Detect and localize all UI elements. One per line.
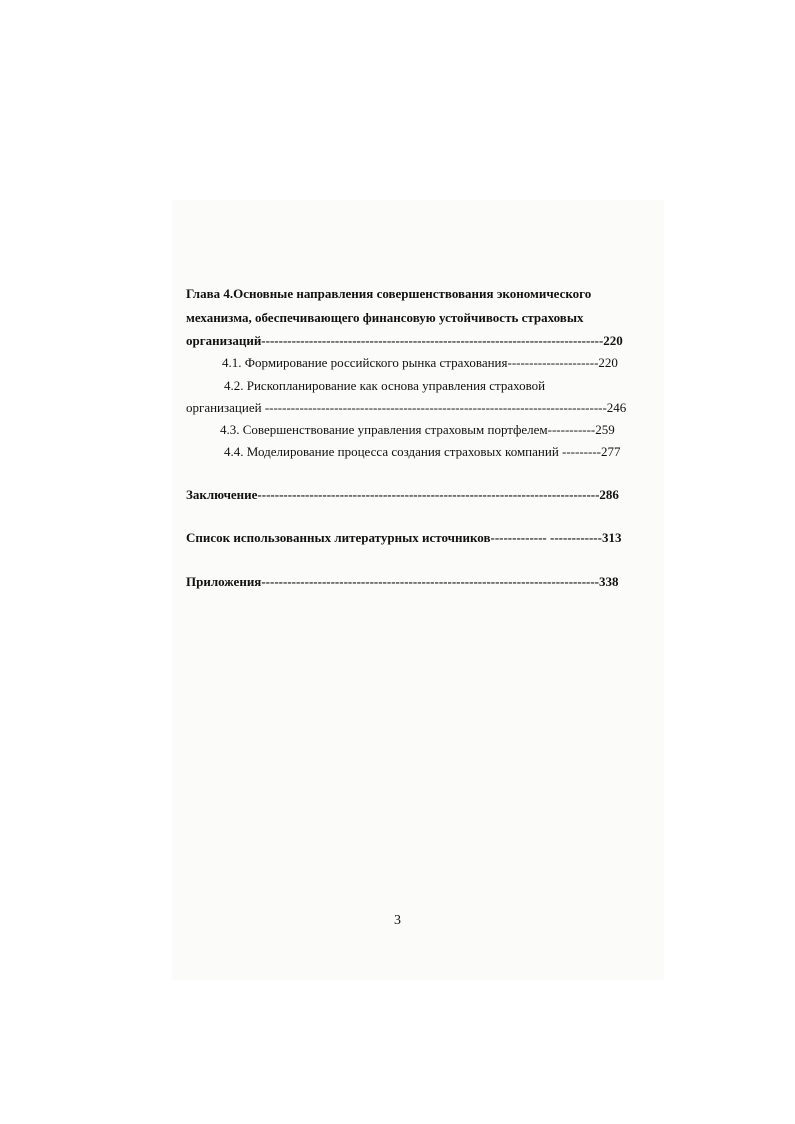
toc-section-4-3: 4.3. Совершенствование управления страховым портфелем-----------259 <box>220 422 615 437</box>
toc-bibliography: Список использованных литературных источников------------- ------------313 <box>186 530 622 545</box>
toc-section-4-2-line-2: организацией -------------------------------------------------------------------------------246 <box>186 400 627 415</box>
toc-chapter-4-title-line-3: организаций-------------------------------------------------------------------------------220 <box>186 333 623 348</box>
toc-conclusion: Заключение-------------------------------------------------------------------------------286 <box>186 487 619 502</box>
toc-chapter-4-title-line-2: механизма, обеспечивающего финансовую устойчивость страховых <box>186 310 584 325</box>
toc-section-4-4: 4.4. Моделирование процесса создания страховых компаний ---------277 <box>224 444 621 459</box>
toc-chapter-4-title-line-1: Глава 4.Основные направления совершенствования экономического <box>186 286 592 301</box>
toc-section-4-1: 4.1. Формирование российского рынка страхования---------------------220 <box>222 355 618 370</box>
page-number: 3 <box>394 913 401 928</box>
toc-section-4-2-line-1: 4.2. Рископланирование как основа управления страховой <box>224 378 546 393</box>
toc-appendices: Приложения------------------------------------------------------------------------------338 <box>186 574 619 589</box>
